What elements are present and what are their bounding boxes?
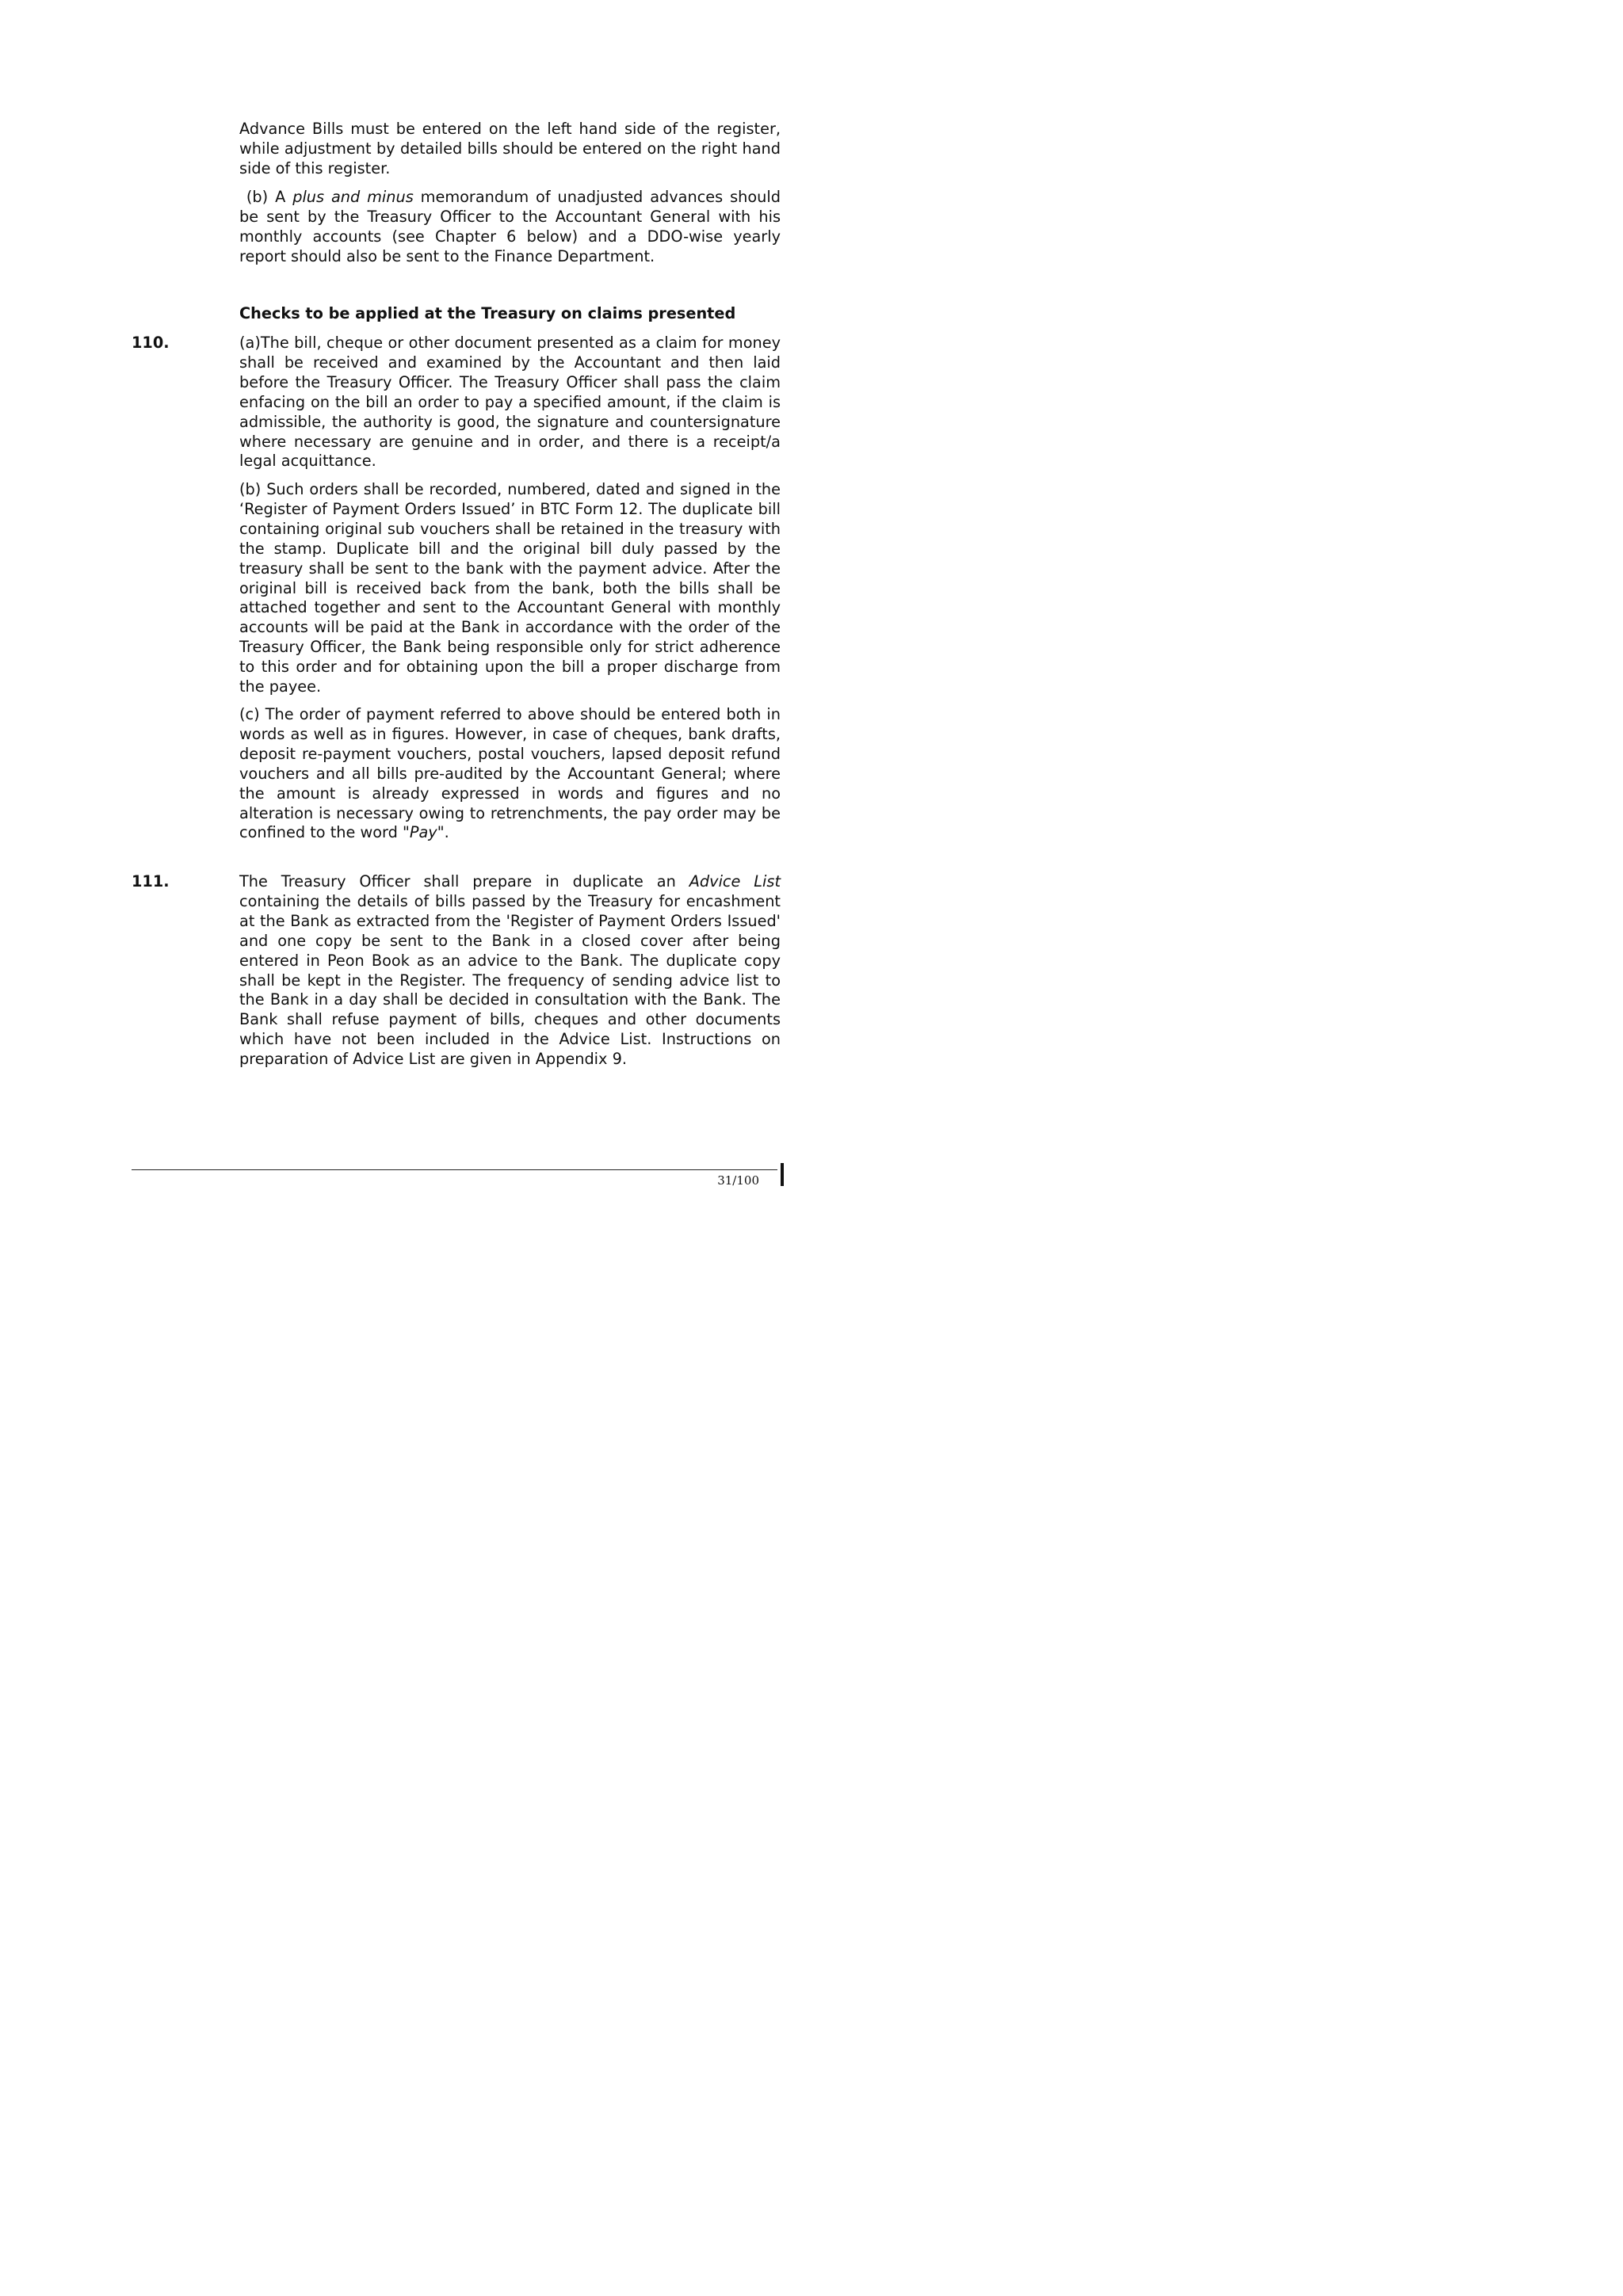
para-b-rest: memorandum of unadjusted advances should be sent by the Treasury Officer to the Accountant General with his monthly accounts (see Chapter 6 below) and a DDO-wise yearly report should also be sent to the Finance Department. [239,188,781,265]
advance-bills-text: Advance Bills must be entered on the left hand side of the register, while adjustment by detailed bills should be entered on the right hand side of this register. [239,120,781,177]
section-number-111: 111. [132,872,170,891]
section-110-para-a [239,334,781,471]
section-110-para-c [239,705,781,843]
sec111-italic: Advice List [689,872,781,891]
section-heading: Checks to be applied at the Treasury on claims presented [239,304,736,322]
para-c-end: . [444,823,449,842]
section-110-para-b [239,480,781,697]
section-number-110: 110. [132,334,170,352]
document-page [0,0,874,1237]
section-111-paragraph [239,872,781,1070]
para-b-italic: plus and minus [292,188,414,206]
para-c-text: (c) The order of payment referred to above should be entered both in words as well as in figures. However, in case of cheques, bank drafts, deposit re-payment vouchers, postal vouchers, lapsed deposit refund vouchers and all bills pre-audited by the Accountant General; where the amount is already expressed in words and figures and no alteration is necessary owing to retrenchments, the pay order may be confined to the word [239,705,781,842]
footer-rule [132,1169,777,1170]
page-edge-mark [781,1163,784,1186]
sec111-prefix: The Treasury Officer shall prepare in duplicate an [239,872,689,891]
page-number: 31/100 [717,1173,759,1188]
section-110-para-a-text: (a)The bill, cheque or other document presented as a claim for money shall be received and examined by the Accountant and then laid before the Treasury Officer. The Treasury Officer shall pass the claim enfacing on the bill an order to pay a specified amount, if the claim is admissible, the authority is good, the signature and countersignature where necessary are genuine and in order, and there is a receipt/a legal acquittance. [239,334,781,471]
checks-heading-block [239,303,781,323]
advance-bills-paragraph [239,120,781,179]
section-110-para-c-text [239,705,781,843]
section-110-para-b-text: (b) Such orders shall be recorded, numbered, dated and signed in the ‘Register of Payment Orders Issued’ in BTC Form 12. The duplicate bill containing original sub vouchers shall be retained in the treasury with the stamp. Duplicate bill and the original bill duly passed by the treasury shall be sent to the bank with the payment advice. After the original bill is received back from the bank, both the bills shall be attached together and sent to the Accountant General with monthly accounts will be paid at the Bank in accordance with the order of the Treasury Officer, the Bank being responsible only for strict adherence to this order and for obtaining upon the bill a proper discharge from the payee. [239,480,781,696]
plus-minus-paragraph [239,188,781,267]
plus-minus-text [239,188,781,267]
section-111-text [239,872,781,1070]
sec111-rest: containing the details of bills passed by the Treasury for encashment at the Bank as extracted from the 'Register of Payment Orders Issued' and one copy be sent to the Bank in a closed cover after being entered in Peon Book as an advice to the Bank. The duplicate copy shall be kept in the Register. The frequency of sending advice list to the Bank in a day shall be decided in consultation with the Bank. The Bank shall refuse payment of bills, cheques and other documents which have not been included in the Advice List. Instructions on preparation of Advice List are given in Appendix 9. [239,891,781,1069]
para-b-prefix: (b) A [239,188,293,206]
para-c-italic: "Pay" [403,823,445,842]
